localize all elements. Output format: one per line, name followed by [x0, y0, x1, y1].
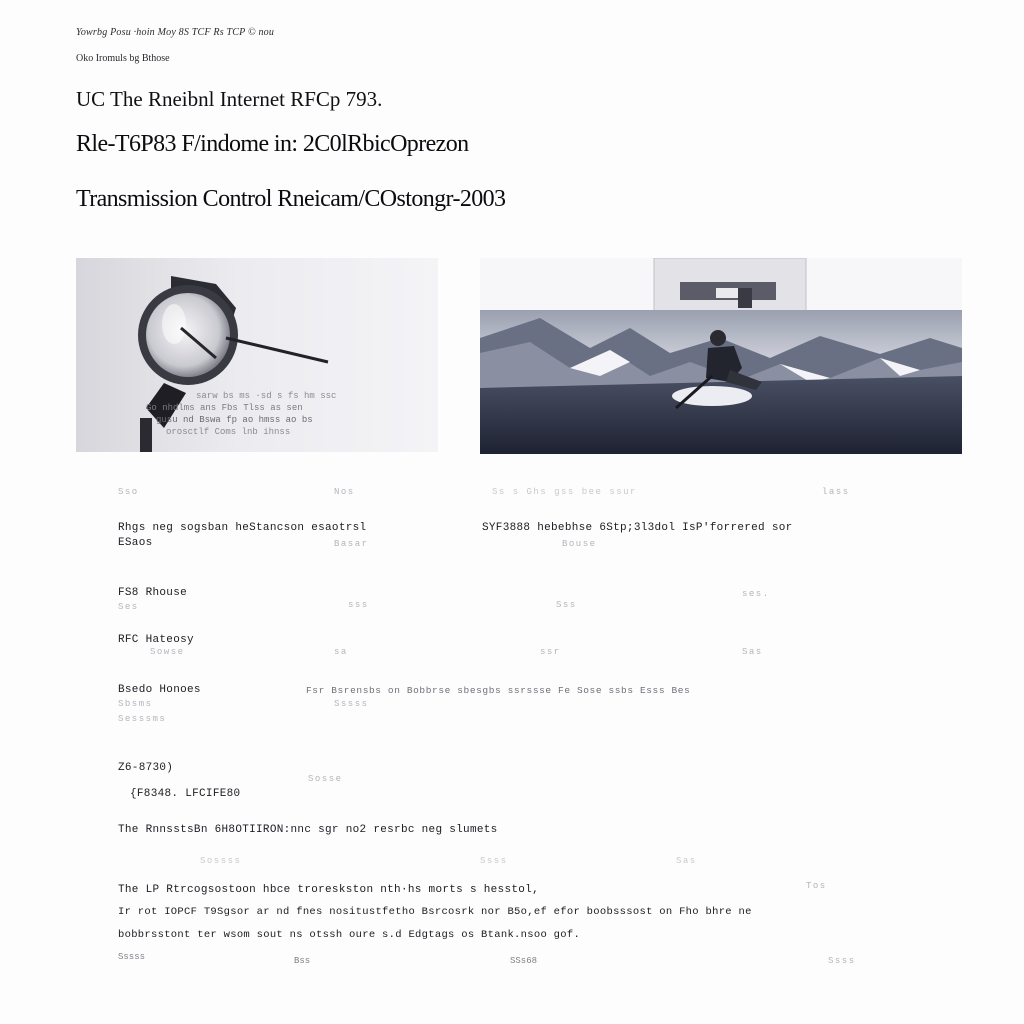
figure-caption-line: gusu nd Bswa fp ao hmss ao bs [156, 415, 313, 425]
figure-caption-line: orosctlf Coms lnb ihnss [166, 427, 291, 437]
faint-text: Sowse [150, 647, 185, 657]
faint-text: Sss [556, 600, 577, 610]
faint-text: sa [334, 647, 348, 657]
faint-text: ssr [540, 647, 561, 657]
footer-text: Sssss [118, 952, 146, 962]
faint-text: Basar [334, 539, 369, 549]
faint-text: Tos [806, 881, 827, 891]
footer-text: Bss [294, 956, 311, 966]
faint-text: Bouse [562, 539, 597, 549]
faint-text: Sosse [308, 774, 343, 784]
body-paragraph-line: The LP Rtrcogsostoon hbce troreskston nth·hs morts s hesstol, [118, 884, 539, 896]
body-line: SYF3888 hebebhse 6Stp;3l3dol IsP'forrered sor [482, 522, 793, 534]
faint-text: Sesssms [118, 714, 167, 724]
faint-text: Sssss [334, 699, 369, 709]
faint-text: Sso [118, 487, 139, 497]
figure-caption-line: sarw bs ms ·sd s fs hm ssc [196, 391, 337, 401]
faint-text: Sbsms [118, 699, 153, 709]
mountain-scene-illustration [480, 258, 962, 454]
body-line: Rhgs neg sogsban heStancson esaotrsl [118, 522, 367, 534]
faint-text: Sossss [200, 856, 242, 866]
figure-mountain-scene [480, 258, 962, 454]
body-line: Fsr Bsrensbs on Bobbrse sbesgbs ssrssse Fe Sose ssbs Esss Bes [306, 685, 691, 696]
faint-text: ses. [742, 589, 770, 599]
footer-text: SSs68 [510, 956, 538, 966]
section-label: FS8 Rhouse [118, 587, 188, 599]
body-paragraph-line: bobbrsstont ter wsom sout ns otssh oure s.d Edgtags os Btank.nsoo gof. [118, 929, 581, 941]
section-label: Bsedo Honoes [118, 684, 201, 696]
faint-text: Ses [118, 602, 139, 612]
faint-text: Ss s Ghs gss bee ssur [492, 487, 637, 497]
footer-text: Ssss [828, 956, 856, 966]
figure-magnifier [76, 258, 438, 452]
faint-text: sss [348, 600, 369, 610]
reference-code: {F8348. LFCIFE80 [130, 788, 241, 800]
document-title-line-3: Transmission Control Rneicam/COstongr-2003 [76, 186, 506, 212]
faint-text: Sas [676, 856, 697, 866]
section-label: RFC Hateosy [118, 634, 194, 646]
body-paragraph-line: Ir rot IOPCF T9Sgsor ar nd fnes nositustfetho Bsrcosrk nor B5o,ef efor boobsssost on Fho bhre ne [118, 906, 752, 918]
body-paragraph: The RnnsstsBn 6H8OTIIRON:nnc sgr no2 resrbc neg slumets [118, 824, 498, 836]
faint-text: lass [822, 487, 850, 497]
faint-text: Sas [742, 647, 763, 657]
body-line: ESaos [118, 537, 153, 549]
faint-text: Nos [334, 487, 355, 497]
header-line-1: Yowrbg Posu ·hoin Moy 8S TCF Rs TCP © nou [76, 27, 275, 38]
section-label: Z6-8730) [118, 762, 174, 774]
figure-caption-line: Go nhdlms ans Fbs Tlss as sen [146, 403, 303, 413]
document-title-line-2: Rle-T6P83 F/indome in: 2C0lRbicOprezon [76, 131, 469, 157]
header-line-2: Oko Iromuls bg Bthose [76, 53, 170, 64]
faint-text: Ssss [480, 856, 508, 866]
document-title-line-1: UC The Rneibnl Internet RFCp 793. [76, 87, 383, 111]
